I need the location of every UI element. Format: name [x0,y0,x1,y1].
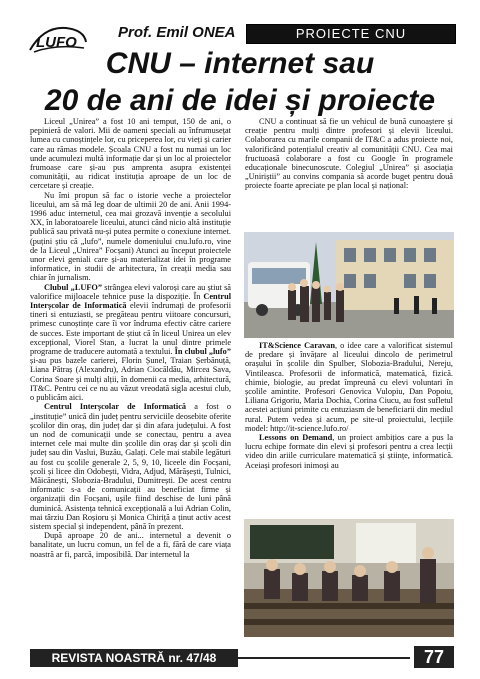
project-link[interactable]: http://it-science.lufo.ro/ [270,423,349,433]
author-name: Prof. Emil ONEA [118,24,236,41]
bold-heading: IT&Science Caravan [259,341,335,350]
article-title-line1: CNU – internet sau [105,47,375,80]
paragraph: Nu îmi propun să fac o istorie veche a proiectelor liceului, am să mă leg doar de ultimii 20 de ani. Anii 1994-1996 aduc internetul, cea mai grozavă invenție a secolului XX, în laboratoarele liceului, atunci când nicio altă instituție publică sau privată nu-și putea permite o conexiune internet. (puțini știu că „lufo”, numele domeniului cnu.lufo.ro, vine de la Liceul „Unirea” Focșani) Atunci au început proiectele unor elevi geniali care și-au materializat idei în programe informatice, in studii de arhitectura, în creații media sau chiar în jurnalism. [30,190,231,283]
page-number: 77 [414,646,454,668]
paragraph: CNU a continuat să fie un vehicul de bună cunoaștere și creație pentru mulți dintre profesori și elevii liceului. Colaborarea cu marile companii de IT&C a adus proiecte noi, valorificând potențialul creativ al comunității CNU. Cea mai fructuoasă colaborare a fost cu Google în programele educaționale binecunoscute. Colegiul „Unirea” și asociația „Uniriștii” au convins compania să acorde buget pentru două proiecte foarte apreciate pe plan local și național: [245,117,453,191]
paragraph: Clubul „LUFO” strângea elevi valoroși care au știut să valorifice mijloacele tehnice puse la dispoziție. În Centrul Interșcolar de Informatică elevii îndrumați de profesorii tineri si entuziasti, se pregăteau pentru viitoare concursuri, primesc cunoștințe care îi vor îndruma efectiv către cariere de succes. Este important de știut că în liceul Unirea un elev excepțional, Viorel Stan, a lucrat la unul dintre primele programe de traducere automată a textului. În clubul „lufo” și-au pus bazele carierei, Florin Șunel, Traian Șerbănuță, Liana Pătraș (Alexandru), Adrian Ciocăldău, Mircea Sava, Corina Soare și mulți alții, în domenii ca media, arhitectură, IT&C. Pentru cei ce nu au văzut vreodată sigla acestui club, o publicăm aici. [30,282,231,403]
paragraph: IT&Science Caravan, o idee care a valorificat sistemul de predare și învățare al liceului dincolo de perimetrul orașului în școlile din Spulber, Slobozia-Bradului, Nereju, Vintileasca. Profesorii de informatică, matematică, fizică. chimie, biologie, au predat împreună cu elevi voluntari în școlile amintite. Profesori Genovica Vulopiu, Dan Popoiu, Liliana Grigoriu, Maria Dochia, Corina Ciucu, au fost sufletul acestei acțiuni primite cu entuziasm de beneficiarii din mediul rural. Putem vedea și acum, pe site-ul proiectului, lecțiile model: http://it-science.lufo.ro/ [245,341,453,433]
magazine-name: REVISTA NOASTRĂ nr. 47/48 [30,649,238,667]
section-banner: PROIECTE CNU [246,24,456,44]
paragraph: Centrul Interșcolar de Informatică a fost o „instituție” unică din județ pentru serviciile deosebite oferite școlilor din oraș, din județ dar și din afara județului. A fost un nod de comunicații unde se conectau, pentru a avea internet cele mai multe din școlile din oraș dar și școli din județ sau din Vaslui, Buzău, Galați. Cele mai stabile legături au fost cu școlile generale 2, 5, 9, 10, liceele din Focșani, școli și licee din Odobești, Vidra, Adjud, Mărășești, Tulnici, Măicănești, Slobozia-Bradului, Dumitrești. De acest centru informatic s-a de comunicații au beneficiat firme și organizații din Focșani, ușile fiind deschise de luni până duminică. Asistența tehnică excepțională a lui Adrian Colin, mai târziu Dan Roșioru și Monica Chiriță a ținut activ acest sistem special și independent, până în prezent. [30,402,231,531]
bold-heading: Clubul „LUFO” [44,282,103,292]
text-column-right-bottom [245,341,453,515]
paragraph: Lessons on Demand, un proiect ambițios care a pus la lucru echipe formate din elevi și profesori pentru a crea lecții video din ariile curriculare matematică și științe, informatică. Aceiași profesori inimoși au [245,433,453,470]
paragraph: Liceul „Unirea” a fost 10 ani temput, 150 de ani, o pepinieră de valori. Mii de oameni speciali au înfrumusețat lumea cu cunoștințele lor, cu priceperea lor, cu vieți și carier care au rămas modele. Școala CNU a fost nu numai un loc unde acumulezi multă informație dar și un loc al proiectelor frumoase care și-au pus amprenta asupra existenței comunității, au ridicat instituția aproape de un loc de cercetare și creație. [30,117,231,191]
bold-heading: Centrul Interșcolar de Informatică [44,402,187,412]
classroom-photo [244,519,454,637]
bold-heading: Lessons on Demand [259,433,333,443]
text-column-left [30,117,231,637]
bold-heading: În clubul „lufo” [174,347,231,357]
logo-text: LUFO [36,34,77,51]
article-title-line2: 20 de ani de idei și proiecte [44,84,436,117]
bold-heading: Centrul Interșcolar de Informatică [30,291,231,311]
footer-divider [238,657,410,659]
caravan-photo [244,232,454,338]
paragraph: După aproape 20 de ani... internetul a devenit o banalitate, un lucru comun, un fel de a fi, fără de care viața noastră ar fi, parcă, imposibilă. Dar internetul la [30,531,231,559]
text-column-right-top [245,117,453,230]
